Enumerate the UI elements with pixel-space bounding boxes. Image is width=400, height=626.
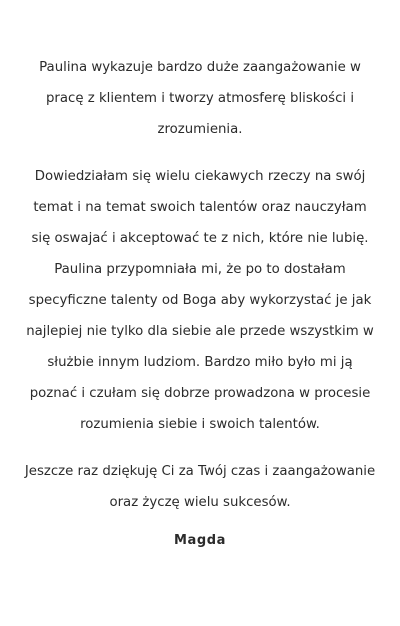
testimonial-paragraph-2: Dowiedziałam się wielu ciekawych rzeczy na swój temat i na temat swoich talentów oraz nauczyłam się oswajać i akceptować te z nich, które nie lubię. Paulina przypomniała mi, że po to dostałam specyficzne talenty od Boga aby wykorzystać je jak najlepiej nie tylko dla siebie ale przede wszystkim w służbie innym ludziom. Bardzo miło było mi ją poznać i czułam się dobrze prowadzona w procesie rozumienia siebie i swoich talentów. <box>26 169 374 432</box>
testimonial-paragraph-1: Paulina wykazuje bardzo duże zaangażowanie w pracę z klientem i tworzy atmosferę bliskości i zrozumienia. <box>39 60 361 137</box>
testimonial-author: Magda <box>173 533 227 548</box>
testimonial-paragraph-3: Jeszcze raz dziękuję Ci za Twój czas i zaangażowanie oraz życzę wielu sukcesów. <box>24 464 376 510</box>
